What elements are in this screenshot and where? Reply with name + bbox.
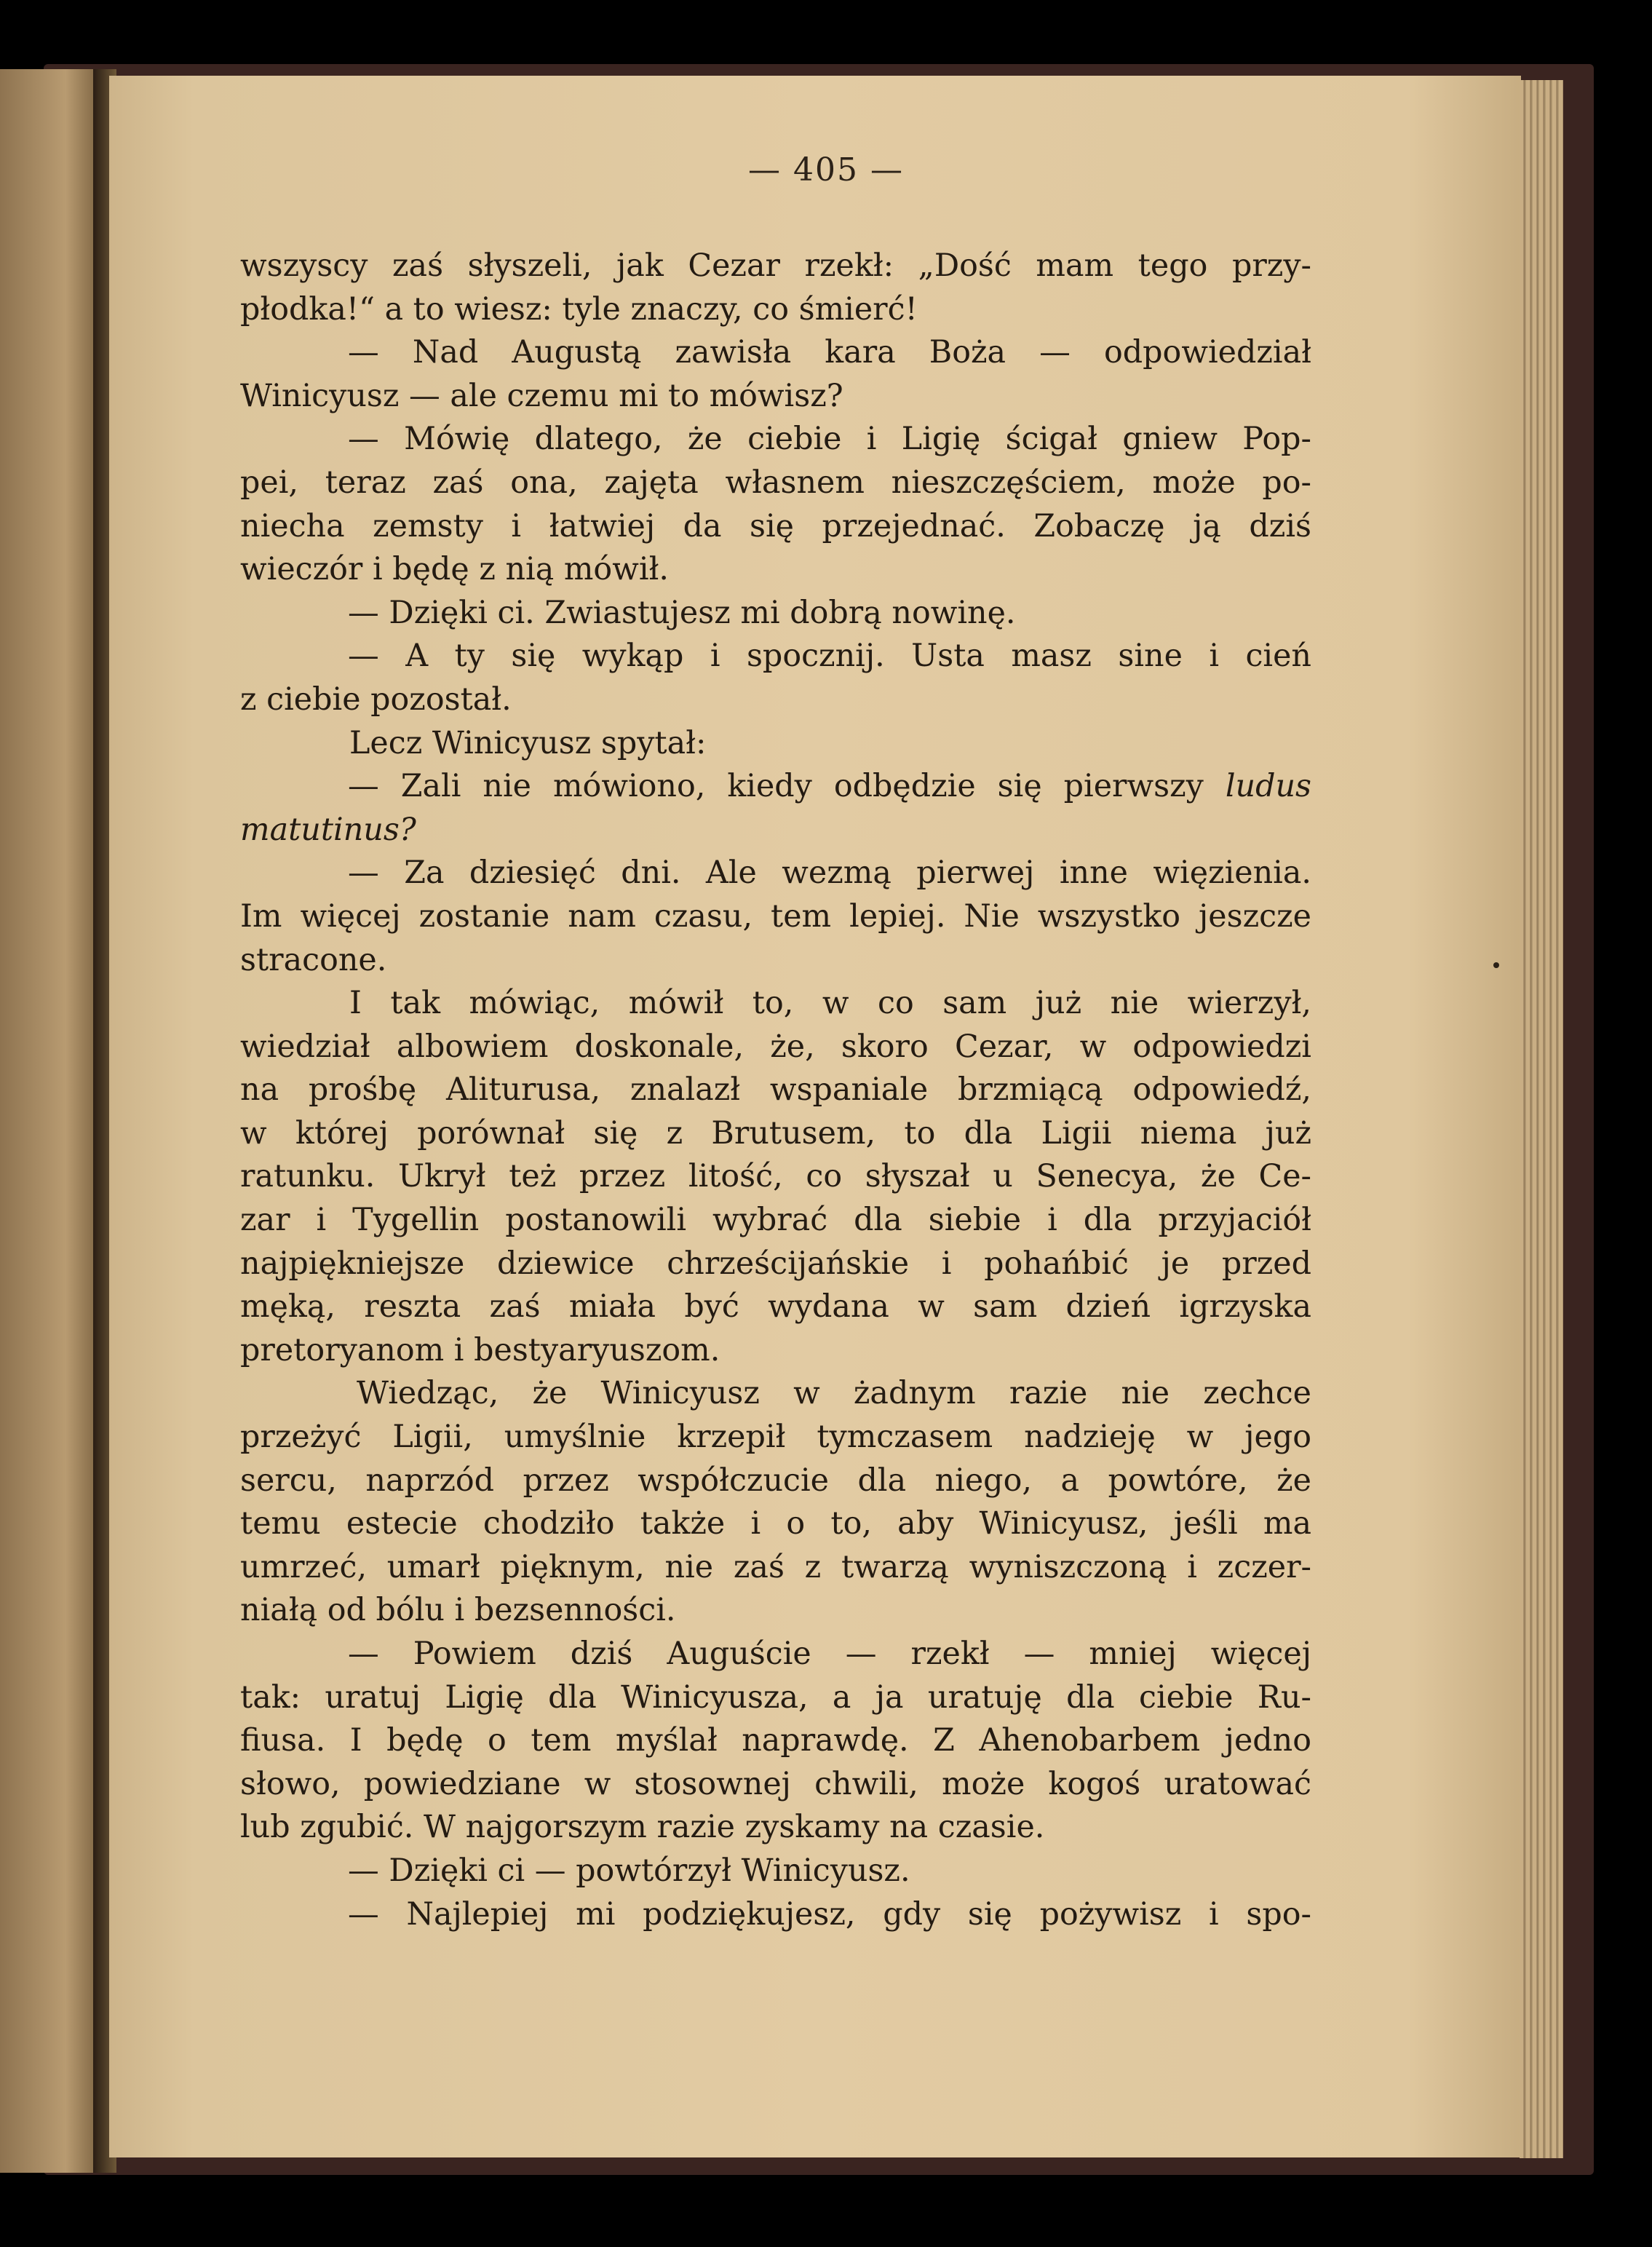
text-line: I tak mówiąc, mówił to, w co sam już nie wierzył, xyxy=(349,985,1311,1022)
text-line: — Zali nie mówiono, kiedy odbędzie się pierwszy ludus xyxy=(348,768,1311,805)
text-line: na prośbę Aliturusa, znalazł wspaniale brzmiącą odpowiedź, xyxy=(240,1071,1311,1109)
text-line: fiusa. I będę o tem myślał naprawdę. Z Ahenobarbem jedno xyxy=(240,1722,1311,1759)
text-line: matutinus? xyxy=(240,811,416,848)
text-line: słowo, powiedziane w stosownej chwili, może kogoś uratować xyxy=(240,1765,1311,1802)
text-line: umrzeć, umarł pięknym, nie zaś z twarzą wyniszczoną i zczer- xyxy=(240,1548,1311,1585)
text-line: — Najlepiej mi podziękujesz, gdy się pożywisz i spo- xyxy=(348,1895,1311,1933)
ink-spot xyxy=(1493,962,1499,968)
text-line: wieczór i będę z nią mówił. xyxy=(240,551,670,588)
page-number: — 405 — xyxy=(748,151,904,189)
text-line: pretoryanom i bestyaryuszom. xyxy=(240,1331,720,1368)
page-text xyxy=(240,245,1311,1936)
text-line: — Powiem dziś Auguście — rzekł — mniej więcej xyxy=(348,1636,1311,1672)
text-line: wiedział albowiem doskonale, że, skoro Cezar, w odpowiedzi xyxy=(240,1028,1311,1065)
text-line: — Nad Augustą zawisła kara Boża — odpowiedział xyxy=(348,334,1311,371)
text-line: sercu, naprzód przez współczucie dla niego, a powtóre, że xyxy=(240,1462,1311,1499)
text-line: płodka!“ a to wiesz: tyle znaczy, co śmierć! xyxy=(240,290,918,328)
text-line: w której porównał się z Brutusem, to dla Ligii niema już xyxy=(240,1114,1311,1152)
text-line: pei, teraz zaś ona, zajęta własnem nieszczęściem, może po- xyxy=(240,464,1311,501)
text-line: tak: uratuj Ligię dla Winicyusza, a ja uratuję dla ciebie Ru- xyxy=(240,1679,1311,1716)
text-line: Winicyusz — ale czemu mi to mówisz? xyxy=(240,377,843,414)
text-line: temu estecie chodziło także i o to, aby Winicyusz, jeśli ma xyxy=(240,1505,1311,1542)
text-line: — Dzięki ci. Zwiastujesz mi dobrą nowinę. xyxy=(348,594,1016,631)
text-line: — Mówię dlatego, że ciebie i Ligię ścigał gniew Pop- xyxy=(348,421,1311,458)
text-line: niałą od bólu i bezsenności. xyxy=(240,1592,676,1629)
latin-term: ludus xyxy=(1225,768,1311,805)
text-line: niecha zemsty i łatwiej da się przejednać. Zobaczę ją dziś xyxy=(240,507,1311,544)
text-line: przeżyć Ligii, umyślnie krzepił tymczasem nadzieję w jego xyxy=(240,1419,1311,1456)
text-line: stracone. xyxy=(240,941,387,978)
text-line: — Za dziesięć dni. Ale wezmą pierwej inne więzienia. xyxy=(348,855,1311,892)
text-line: — Dzięki ci — powtórzył Winicyusz. xyxy=(348,1852,910,1889)
text-line: Wiedząc, że Winicyusz w żadnym razie nie zechce xyxy=(357,1375,1311,1412)
text-line: ratunku. Ukrył też przez litość, co słyszał u Senecya, że Ce- xyxy=(240,1158,1311,1195)
text-line: wszyscy zaś słyszeli, jak Cezar rzekł: „Dość mam tego przy- xyxy=(240,247,1311,284)
text-line: zar i Tygellin postanowili wybrać dla siebie i dla przyjaciół xyxy=(240,1202,1311,1239)
text-line: najpiękniejsze dziewice chrześcijańskie i pohańbić je przed xyxy=(240,1245,1311,1282)
text-line: z ciebie pozostał. xyxy=(240,681,512,718)
text-line: lub zgubić. W najgorszym razie zyskamy na czasie. xyxy=(240,1809,1045,1846)
text-line: — A ty się wykąp i spocznij. Usta masz sine i cień xyxy=(348,638,1311,675)
text-line: Lecz Winicyusz spytał: xyxy=(349,724,707,761)
right-page-edges xyxy=(1520,80,1563,2158)
text-line: Im więcej zostanie nam czasu, tem lepiej. Nie wszystko jeszcze xyxy=(240,897,1311,935)
text-line: męką, reszta zaś miała być wydana w sam dzień igrzyska xyxy=(240,1288,1311,1325)
